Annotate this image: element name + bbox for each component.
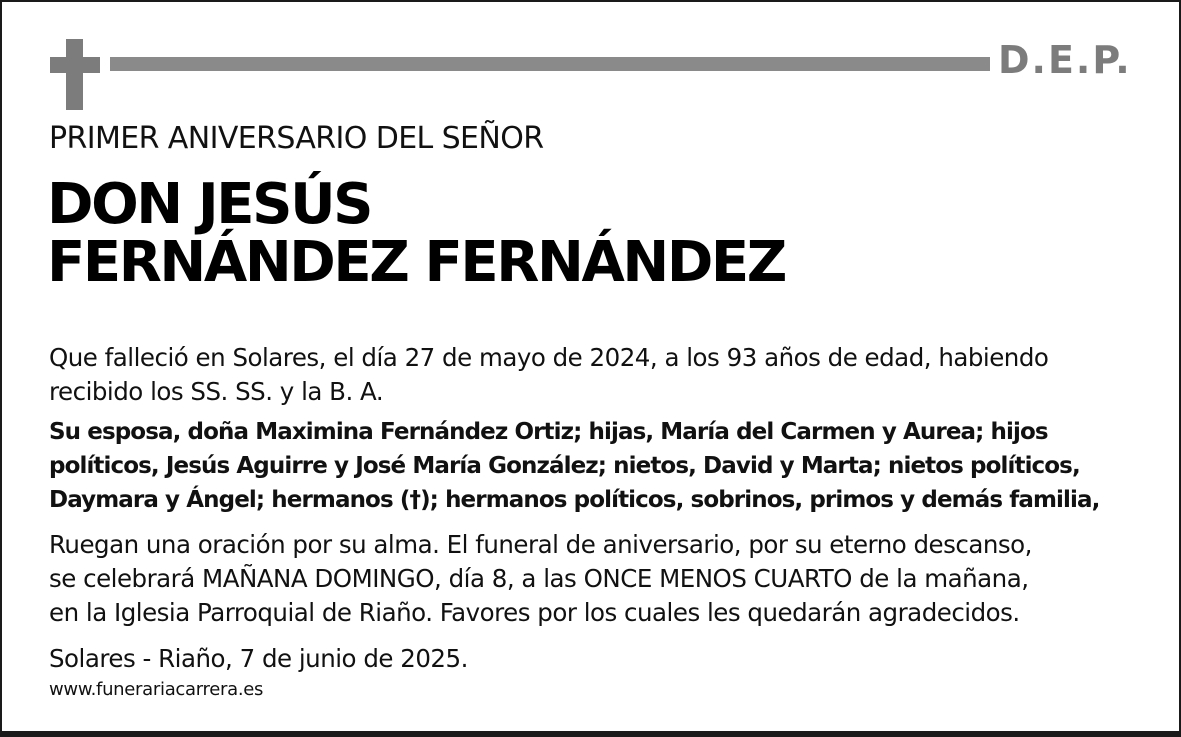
text-line: en la Iglesia Parroquial de Riaño. Favores por los cuales les quedarán agradecidos.	[49, 598, 1020, 627]
text-line: Que falleció en Solares, el día 27 de mayo de 2024, a los 93 años de edad, habiendo	[49, 343, 1049, 372]
death-info-paragraph	[49, 341, 1048, 409]
text-line: Daymara y Ángel; hermanos (†); hermanos políticos, sobrinos, primos y demás familia,	[49, 487, 1100, 513]
text-line: recibido los SS. SS. y la B. A.	[49, 377, 384, 406]
deceased-name-line-1: DON JESÚS	[47, 172, 372, 237]
subtitle: PRIMER ANIVERSARIO DEL SEÑOR	[49, 121, 544, 156]
cross-horizontal-bar	[50, 57, 100, 73]
deceased-name-line-2: FERNÁNDEZ FERNÁNDEZ	[47, 230, 785, 295]
funeral-home-website: www.funerariacarrera.es	[49, 679, 264, 700]
text-line: Su esposa, doña Maximina Fernández Ortiz; hijas, María del Carmen y Aurea; hijos	[49, 419, 1048, 445]
cross-vertical-bar	[66, 39, 83, 110]
family-paragraph	[49, 415, 1099, 517]
text-line: se celebrará MAÑANA DOMINGO, día 8, a las ONCE MENOS CUARTO de la mañana,	[49, 564, 1029, 593]
dep-label: D.E.P.	[998, 38, 1132, 82]
text-line: políticos, Jesús Aguirre y José María González; nietos, David y Marta; nietos políticos,	[49, 453, 1080, 479]
place-and-date: Solares - Riaño, 7 de junio de 2025.	[49, 644, 468, 673]
text-line: Ruegan una oración por su alma. El funeral de aniversario, por su eterno descanso,	[49, 530, 1032, 559]
funeral-request-paragraph	[49, 528, 1032, 630]
header-rule	[110, 57, 990, 71]
